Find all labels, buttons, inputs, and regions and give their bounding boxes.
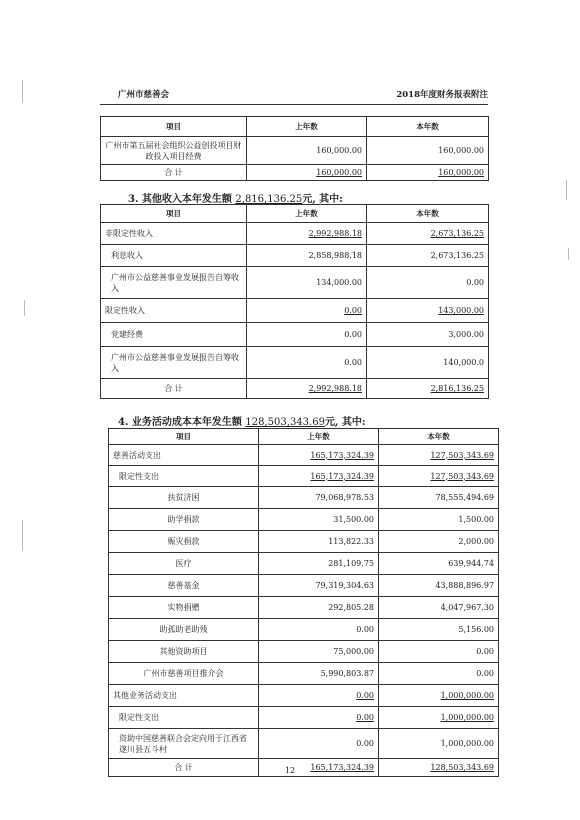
header-org: 广州市慈善会 xyxy=(118,90,170,100)
prior-year-value: 165,173,324.39 xyxy=(310,450,374,460)
row-label: 慈善活动支出 xyxy=(109,445,259,466)
prior-year-value: 165,173,324.39 xyxy=(310,471,374,481)
current-year-value: 1,000,000.00 xyxy=(379,729,499,759)
scan-artifact xyxy=(566,180,567,200)
prior-year-value: 5,990,803.87 xyxy=(259,663,379,685)
page-header xyxy=(100,88,488,102)
section-4-amount: 128,503,343.69 xyxy=(245,417,325,428)
current-year-value: 4,047,967.30 xyxy=(379,597,499,619)
section-3-prefix: 3. 其他收入本年发生额 xyxy=(128,194,232,205)
prior-year-value: 165,173,324.39 xyxy=(310,763,374,772)
prior-year-value: 160,000.00 xyxy=(247,137,367,165)
prior-year-value: 79,068,978.53 xyxy=(259,487,379,509)
col-header-current-year: 本年数 xyxy=(367,205,489,223)
row-label: 限定性支出 xyxy=(109,707,259,729)
table-row xyxy=(109,641,499,663)
table-row xyxy=(109,707,499,729)
row-label: 广州市公益慈善事业发展报告自筹收入 xyxy=(101,267,247,299)
current-year-value: 2,000.00 xyxy=(379,531,499,553)
current-year-value: 127,503,343.69 xyxy=(430,450,494,460)
prior-year-value: 2,992,988.18 xyxy=(308,384,362,393)
prior-year-value: 134,000.00 xyxy=(247,267,367,299)
section-4-prefix: 4. 业务活动成本本年发生额 xyxy=(118,417,242,428)
row-label: 广州市第五届社会组织公益创投项目财政投入项目经费 xyxy=(101,137,247,165)
table-row xyxy=(109,531,499,553)
prior-year-value: 75,000.00 xyxy=(259,641,379,663)
other-income-table xyxy=(100,204,489,399)
row-label: 限定性收入 xyxy=(101,299,247,323)
current-year-value: 639,944.74 xyxy=(379,553,499,575)
current-year-value: 143,000.00 xyxy=(438,306,484,315)
scan-artifact xyxy=(24,300,25,316)
table-header-row xyxy=(101,205,489,223)
section-3-amount: 2,816,136.25 xyxy=(235,194,303,205)
prior-year-value: 31,500.00 xyxy=(259,509,379,531)
table-row xyxy=(101,267,489,299)
prior-year-value: 2,992,988.18 xyxy=(308,229,362,238)
current-year-value: 0.00 xyxy=(379,663,499,685)
current-year-value: 0.00 xyxy=(379,641,499,663)
row-label: 党建经费 xyxy=(101,323,247,347)
row-label: 赈灾捐款 xyxy=(109,531,259,553)
prior-year-value: 160,000.00 xyxy=(316,168,362,177)
prior-year-value: 2,858,988.18 xyxy=(247,245,367,267)
row-label: 助学捐款 xyxy=(109,509,259,531)
total-row xyxy=(101,379,489,399)
prior-year-value: 0.00 xyxy=(259,729,379,759)
table-row xyxy=(101,137,489,165)
current-year-value: 0.00 xyxy=(367,267,489,299)
current-year-value: 160,000.00 xyxy=(367,137,489,165)
col-header-item: 项目 xyxy=(101,117,247,137)
prior-year-value: 0.00 xyxy=(344,306,362,315)
col-header-prior-year: 上年数 xyxy=(247,117,367,137)
row-label: 非限定性收入 xyxy=(101,223,247,245)
col-header-item: 项目 xyxy=(101,205,247,223)
row-label: 其他业务活动支出 xyxy=(109,685,259,707)
current-year-value: 5,156.00 xyxy=(379,619,499,641)
prior-year-value: 0.00 xyxy=(247,347,367,379)
current-year-value: 2,673,136.25 xyxy=(430,229,484,238)
current-year-value: 127,503,343.69 xyxy=(430,471,494,481)
section-4-title xyxy=(118,413,366,428)
current-year-value: 3,000.00 xyxy=(367,323,489,347)
table-row xyxy=(109,509,499,531)
total-row xyxy=(101,165,489,181)
prior-year-value: 281,109.75 xyxy=(259,553,379,575)
table-row xyxy=(109,487,499,509)
current-year-value: 1,500.00 xyxy=(379,509,499,531)
row-label: 广州市慈善项目推介会 xyxy=(109,663,259,685)
table-row xyxy=(109,466,499,487)
current-year-value: 2,816,136.25 xyxy=(430,384,484,393)
header-report-title: 2018年度财务报表附注 xyxy=(396,90,488,100)
table-row xyxy=(109,729,499,759)
row-label: 合 计 xyxy=(101,379,247,399)
row-label: 慈善基金 xyxy=(109,575,259,597)
section-3-title xyxy=(128,190,343,205)
current-year-value: 1,000,000.00 xyxy=(440,713,494,722)
table-row xyxy=(101,323,489,347)
row-label: 广州市公益慈善事业发展报告自筹收入 xyxy=(101,347,247,379)
prior-year-value: 79,319,304.63 xyxy=(259,575,379,597)
current-year-value: 160,000.00 xyxy=(438,168,484,177)
table-header-row xyxy=(101,117,489,137)
section-3-suffix: 元, 其中: xyxy=(302,194,343,205)
current-year-value: 140,000.0 xyxy=(367,347,489,379)
section-4-suffix: 元, 其中: xyxy=(324,417,366,428)
business-cost-table xyxy=(108,428,499,777)
row-label: 资助中国慈善联合会定向用于江西省遂川县五斗村 xyxy=(109,729,259,759)
row-label: 限定性支出 xyxy=(109,466,259,487)
row-label: 合 计 xyxy=(109,759,259,777)
prior-year-value: 0.00 xyxy=(247,323,367,347)
col-header-prior-year: 上年数 xyxy=(259,429,379,445)
table-row xyxy=(109,619,499,641)
col-header-item: 项目 xyxy=(109,429,259,445)
row-label: 助孤助老助残 xyxy=(109,619,259,641)
table-row xyxy=(109,445,499,466)
table-row xyxy=(101,223,489,245)
table-row xyxy=(109,685,499,707)
table-row xyxy=(109,597,499,619)
current-year-value: 2,673,136.25 xyxy=(367,245,489,267)
grant-income-table xyxy=(100,116,489,181)
prior-year-value: 0.00 xyxy=(356,691,374,700)
prior-year-value: 0.00 xyxy=(259,619,379,641)
current-year-value: 43,888,896.97 xyxy=(379,575,499,597)
row-label: 实物捐赠 xyxy=(109,597,259,619)
table-row xyxy=(101,245,489,267)
header-rule xyxy=(100,104,488,105)
scan-artifact xyxy=(22,520,23,550)
table-row xyxy=(109,553,499,575)
col-header-current-year: 本年数 xyxy=(367,117,489,137)
prior-year-value: 0.00 xyxy=(356,713,374,722)
current-year-value: 128,503,343.69 xyxy=(430,763,494,772)
col-header-current-year: 本年数 xyxy=(379,429,499,445)
current-year-value: 1,000,000.00 xyxy=(440,691,494,700)
table-row xyxy=(101,299,489,323)
scan-artifact xyxy=(22,80,23,102)
row-label: 扶贫济困 xyxy=(109,487,259,509)
table-header-row xyxy=(109,429,499,445)
scan-artifact xyxy=(568,248,569,260)
table-row xyxy=(101,347,489,379)
row-label: 合 计 xyxy=(101,165,247,181)
prior-year-value: 113,822.33 xyxy=(259,531,379,553)
prior-year-value: 292,805.28 xyxy=(259,597,379,619)
current-year-value: 78,555,494.69 xyxy=(379,487,499,509)
table-row xyxy=(109,575,499,597)
col-header-prior-year: 上年数 xyxy=(247,205,367,223)
row-label: 其他资助项目 xyxy=(109,641,259,663)
page-number: 12 xyxy=(284,766,296,775)
row-label: 医疗 xyxy=(109,553,259,575)
row-label: 利息收入 xyxy=(101,245,247,267)
table-row xyxy=(109,663,499,685)
